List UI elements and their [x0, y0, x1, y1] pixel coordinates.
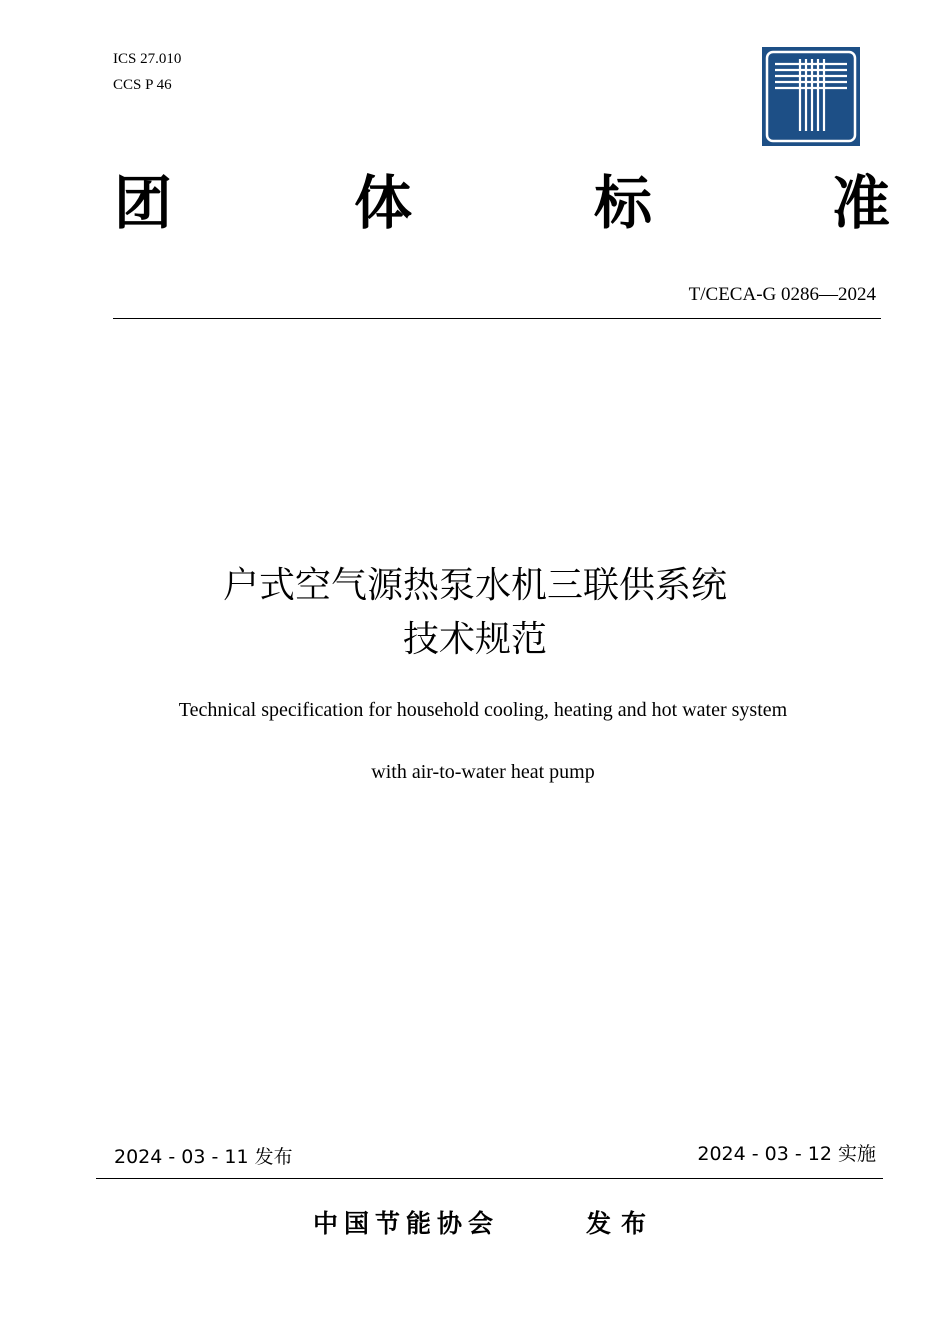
title-cn-line2: 技术规范 — [402, 619, 547, 660]
publish-date: 2024 - 03 - 11 发布 — [114, 1146, 293, 1168]
category-char-1: 团 — [114, 169, 173, 237]
issued-label: 发布 — [586, 1209, 657, 1238]
standard-number: T/CECA-G 0286—2024 — [688, 284, 876, 305]
implement-date: 2024 - 03 - 12 实施 — [697, 1143, 876, 1165]
ics-code: ICS 27.010 — [113, 51, 182, 67]
header-divider — [113, 318, 881, 319]
category-char-4: 准 — [832, 169, 891, 237]
title-en-line2: with air-to-water heat pump — [371, 761, 595, 783]
ccs-code: CCS P 46 — [113, 77, 172, 93]
issuing-organization: 中国节能协会 — [313, 1209, 500, 1238]
footer-divider — [96, 1178, 883, 1179]
title-en-line1: Technical specification for household cooling, heating and hot water system — [178, 699, 788, 721]
t-standard-logo-icon — [762, 47, 860, 146]
category-char-2: 体 — [354, 169, 413, 237]
category-char-3: 标 — [594, 169, 653, 237]
title-cn-line1: 户式空气源热泵水机三联供系统 — [222, 565, 727, 606]
